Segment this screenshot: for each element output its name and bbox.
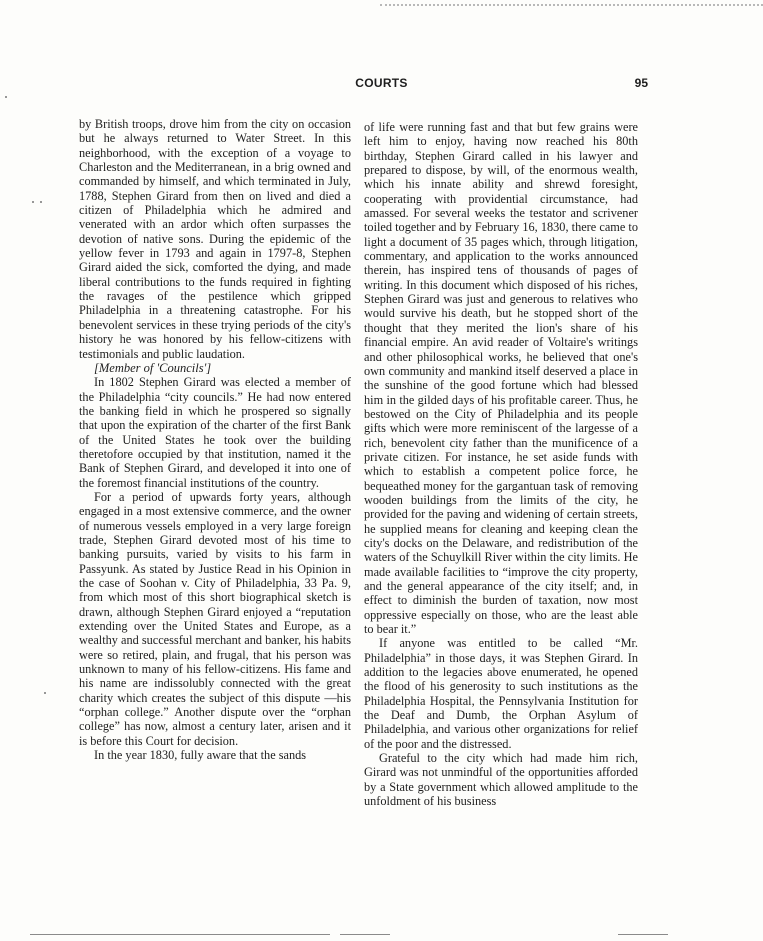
right-paragraph-2: If anyone was entitled to be called “Mr. Philadelphia” in those days, it was Stephen Girard. In addition to the legacies above enumerated, he opened the flood of his generosity to such institutions as the Philadelphia Hospital, the Pennsylvania Institution for the Deaf and Dumb, the Orphan Asylum of Philadelphia, and various other organizations for relief of the poor and the distressed. (364, 636, 638, 751)
page-number: 95 (634, 76, 648, 90)
left-column (79, 117, 351, 762)
scan-speck (40, 201, 42, 203)
bottom-scan-line (30, 934, 330, 935)
top-dotted-rule (380, 4, 763, 6)
right-paragraph-3: Grateful to the city which had made him rich, Girard was not unmindful of the opportunities afforded by a State government which allowed amplitude to the unfoldment of his business (364, 751, 638, 809)
scan-speck (32, 201, 34, 203)
running-head: COURTS (355, 76, 408, 90)
page-header (0, 76, 763, 92)
left-paragraph-3: For a period of upwards forty years, although engaged in a most extensive commerce, and the owner of numerous vessels employed in a very large foreign trade, Stephen Girard devoted most of his time to banking pursuits, varied by visits to his farm in Passyunk. As stated by Justice Read in his Opinion in the case of Soohan v. City of Philadelphia, 33 Pa. 9, from which most of this short biographical sketch is drawn, although Stephen Girard enjoyed a “reputation extending over the United States and Europe, as a wealthy and successful merchant and banker, his habits were so retired, plain, and frugal, that his person was unknown to many of his fellow-citizens. His fame and his name are indissolubly connected with the great charity which creates the subject of this dispute —his “orphan college.” Another dispute over the “orphan college” has now, almost a century later, arisen and it is before this Court for decision. (79, 489, 352, 748)
left-paragraph-2: In 1802 Stephen Girard was elected a member of the Philadelphia “city councils.” He had now entered the banking field in which he prospered so signally that upon the expiration of the charter of the first Bank of the United States he took over the building theretofore occupied by that institution, named it the Bank of Stephen Girard, and developed it into one of the foremost financial institutions of the country. (79, 375, 351, 490)
bottom-scan-line (340, 934, 390, 935)
scan-speck (44, 692, 46, 694)
scan-speck (5, 96, 7, 98)
right-paragraph-1: of life were running fast and that but few grains were left him to enjoy, having now reached his 80th birthday, Stephen Girard called in his lawyer and prepared to dispose, by will, of the enormous wealth, which his innate ability and shrewd foresight, cooperating with providential circumstance, had amassed. For several weeks the testator and scrivener toiled together and by February 16, 1830, there came to light a document of 35 pages which, through litigation, commentary, and application to the works announced therein, has inspired tens of thousands of pages of writing. In this document which disposed of his riches, Stephen Girard was just and generous to relatives who would survive his death, but he stopped short of the thought that they merited the lion's share of his financial empire. An avid reader of Voltaire's writings and other philosophical works, he believed that one's own community and mankind itself deserved a place in the sunshine of the good fortune which had blessed him in the gilded days of his profitable career. Thus, he bestowed on the City of Philadelphia and its people gifts which were more reminiscent of the largesse of a rich, benevolent city father than the munificence of a private citizen. For instance, he set aside funds with which to establish a competent police force, he bequeathed money for the gargantuan task of removing wooden buildings from the limits of the city, he provided for the paving and widening of certain streets, he supplied means for cleaning and keeping clean the city's docks on the Delaware, and redistribution of the waters of the Schuylkill River within the city limits. He made available facilities to “improve the city property, and the general appearance of the city itself; and, in effect to diminish the burden of taxation, now most oppressive especially on those, who are the least able to bear it.” (364, 120, 638, 637)
left-paragraph-4: In the year 1830, fully aware that the sands (94, 748, 307, 763)
section-heading: [Member of 'Councils'] (94, 360, 212, 375)
left-paragraph-1: by British troops, drove him from the city on occasion but he always returned to Water Street. In this neighborhood, with the exception of a voyage to Charleston and the Mediterranean, in a brig owned and commanded by himself, and which terminated in July, 1788, Stephen Girard from then on lived and died a citizen of Philadelphia which he admired and venerated with an ardor which often surpasses the devotion of native sons. During the epidemic of the yellow fever in 1793 and again in 1797-8, Stephen Girard aided the sick, comforted the dying, and made liberal contributions to the funds required in fighting the ravages of the pestilence which gripped Philadelphia in a threatening catastrophe. For his benevolent services in these trying periods of the city's history he was honored by his fellow-citizens with testimonials and public laudation. (79, 117, 351, 361)
bottom-scan-line (618, 934, 668, 935)
right-column (364, 120, 638, 809)
